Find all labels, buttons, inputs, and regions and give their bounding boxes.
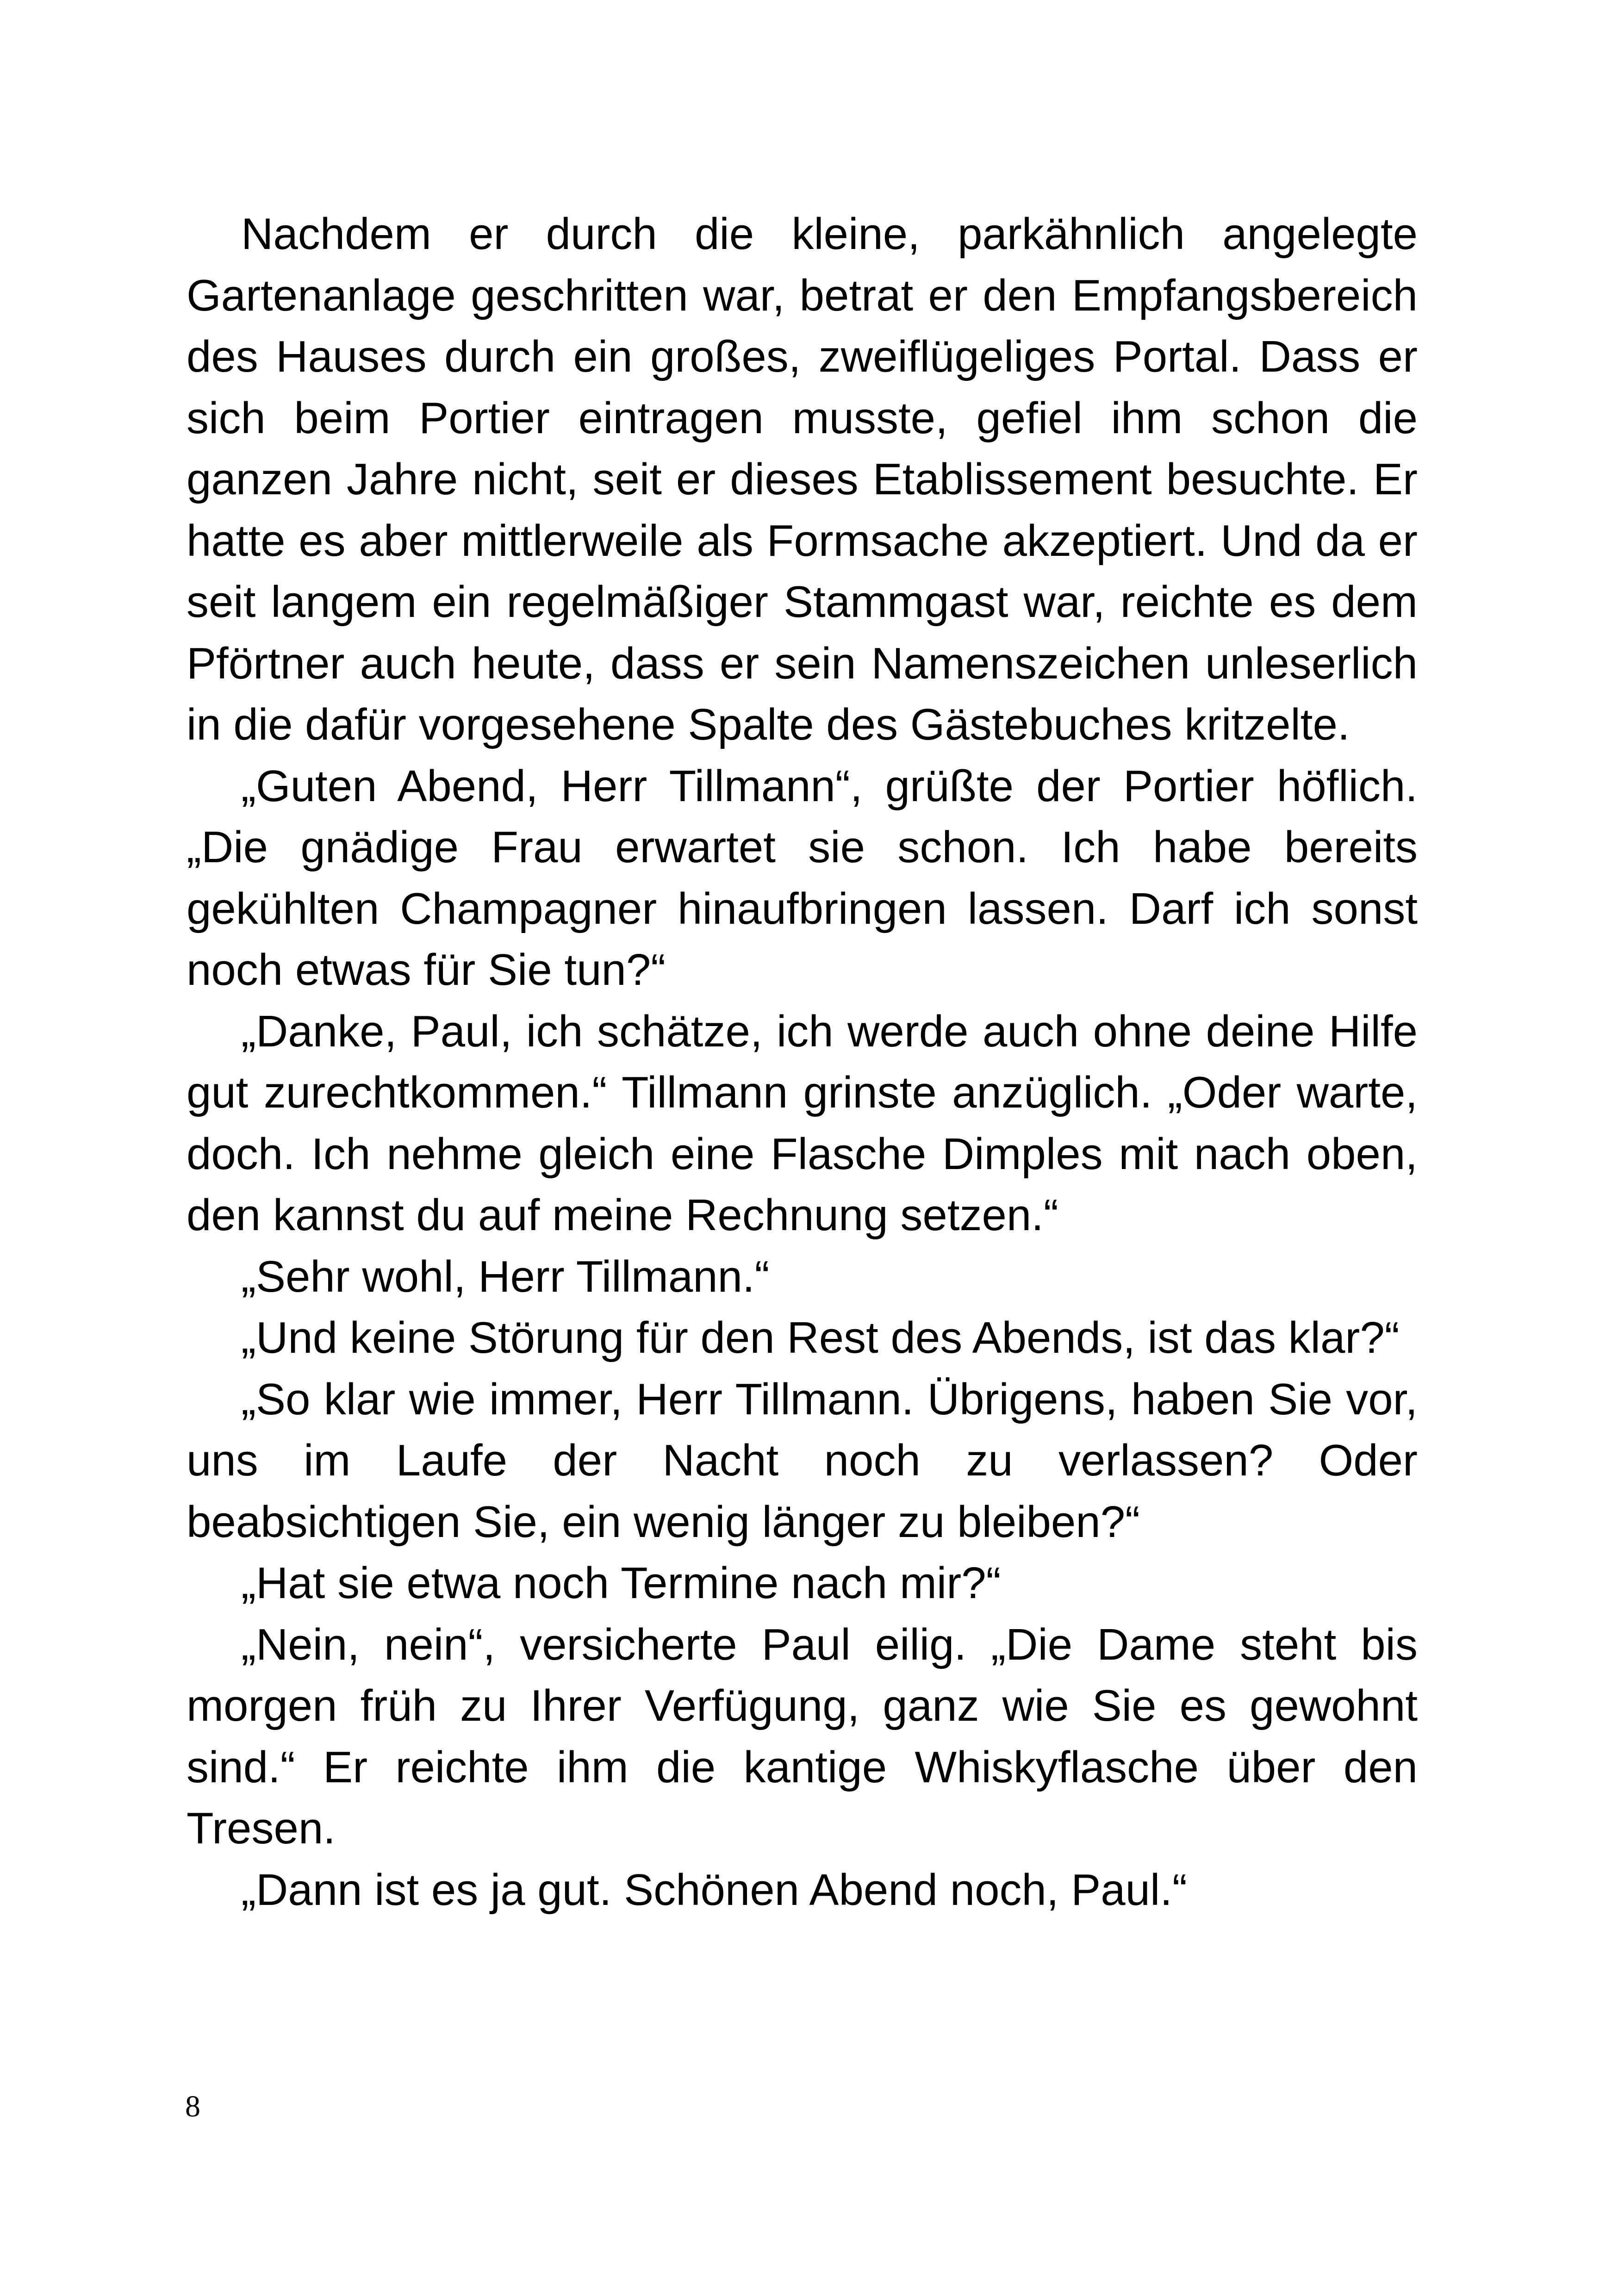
paragraph: „Nein, nein“, versicherte Paul eilig. „Die Dame steht bis morgen früh zu Ihrer Verfügung, ganz wie Sie es gewohnt sind.“ Er reichte ihm die kantige Whiskyflasche über den Tresen. [187, 1619, 1418, 1853]
paragraph: „Guten Abend, Herr Tillmann“, grüßte der Portier höflich. „Die gnädige Frau erwartet sie schon. Ich habe bereits gekühlten Champagner hinaufbringen lassen. Darf ich sonst noch etwas für Sie tun?“ [187, 761, 1418, 995]
body-text [187, 204, 1418, 1921]
paragraph: „Und keine Störung für den Rest des Abends, ist das klar?“ [241, 1313, 1400, 1363]
paragraph: „Dann ist es ja gut. Schönen Abend noch, Paul.“ [241, 1865, 1187, 1915]
paragraph: „Sehr wohl, Herr Tillmann.“ [241, 1251, 770, 1301]
paragraph: „Hat sie etwa noch Termine nach mir?“ [241, 1558, 1001, 1608]
paragraph: Nachdem er durch die kleine, parkähnlich angelegte Gartenanlage geschritten war, betrat er den Empfangsbereich des Hauses durch ein großes, zweiflügeliges Portal. Dass er sich beim Portier eintragen musste, gefiel ihm schon die ganzen Jahre nicht, seit er dieses Etablissement besuchte. Er hatte es aber mittlerweile als Formsache akzeptiert. Und da er seit langem ein regelmäßiger Stammgast war, reichte es dem Pförtner auch heute, dass er sein Namenszeichen unleserlich in die dafür vorgesehene Spalte des Gästebuches kritzelte. [187, 209, 1418, 749]
paragraph: „Danke, Paul, ich schätze, ich werde auch ohne deine Hilfe gut zurechtkommen.“ Tillmann grinste anzüglich. „Oder warte, doch. Ich nehme gleich eine Flasche Dimples mit nach oben, den kannst du auf meine Rechnung setzen.“ [187, 1006, 1418, 1240]
page-number: 8 [185, 2090, 200, 2123]
paragraph: „So klar wie immer, Herr Tillmann. Übrigens, haben Sie vor, uns im Laufe der Nacht noch zu verlassen? Oder beabsichtigen Sie, ein wenig länger zu bleiben?“ [187, 1374, 1418, 1547]
